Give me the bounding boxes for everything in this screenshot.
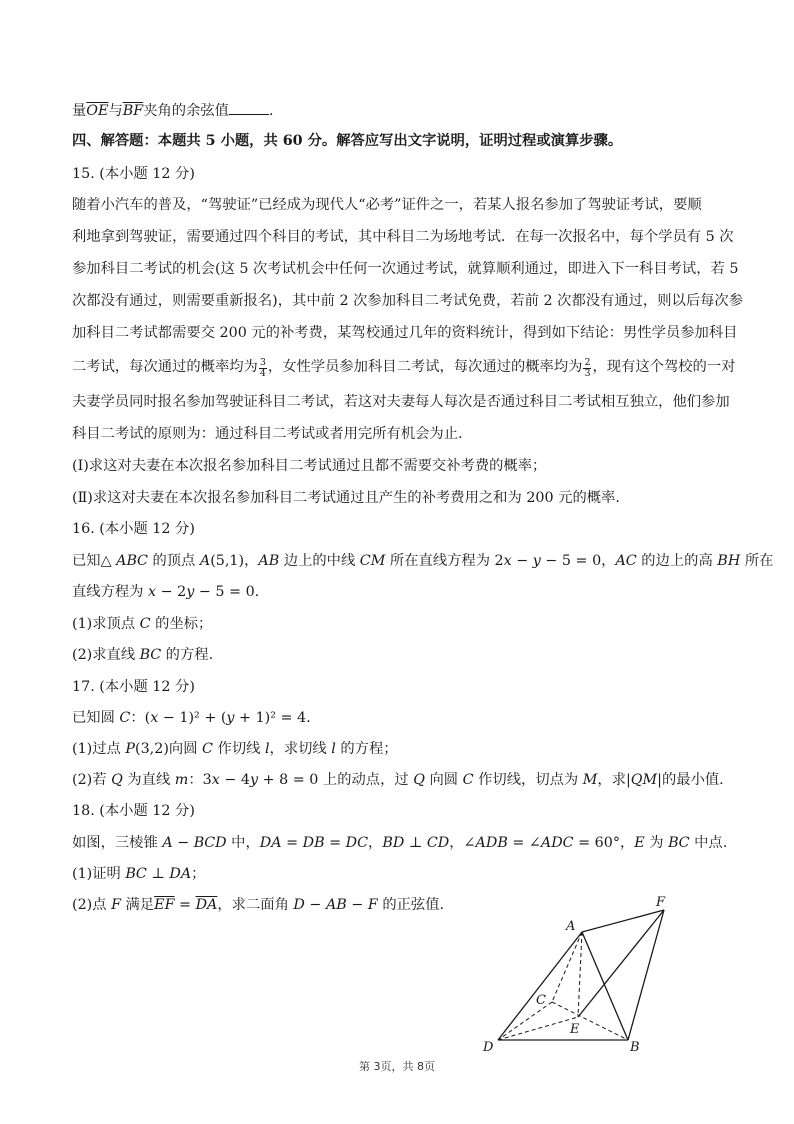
q16-part-2: (2)求直线 𝐵𝐶 的方程. xyxy=(72,647,214,663)
edge-CB-hidden xyxy=(552,1002,628,1040)
label-C: C xyxy=(536,993,546,1008)
q15-line-3: 参加科目二考试的机会(这 5 次考试机会中任何一次通过考试，就算顺利通过，即进入下一科目考试，若 5 xyxy=(72,261,739,277)
fraction-2-3 xyxy=(583,358,591,379)
text: = xyxy=(174,897,196,913)
q15-line-8: 科目二考试的原则为：通过科目二考试或者用完所有机会为止. xyxy=(72,426,463,442)
edge-AE-hidden xyxy=(578,932,582,1017)
q15-line-4: 次都没有通过，则需要重新报名)，其中前 2 次参加科目二考试免费，若前 2 次都没有通过，则以后每次参 xyxy=(72,293,744,309)
q15-number: 15. (本小题 12 分) xyxy=(72,166,195,182)
section-heading: 四、解答题：本题共 5 小题，共 60 分。解答应写出文字说明，证明过程或演算步骤。 xyxy=(72,133,623,149)
label-A: A xyxy=(566,919,576,934)
vector-da: $\overline{DA}$ xyxy=(195,897,218,913)
q16-number: 16. (本小题 12 分) xyxy=(72,521,195,537)
page-footer: 第 3页，共 8页 xyxy=(359,1060,435,1073)
q15-line-1: 随着小汽车的普及，“驾驶证”已经成为现代人“必考”证件之一，若某人报名参加了驾驶证考试，要顺 xyxy=(72,197,702,213)
q15-part-2: (Ⅱ)求这对夫妻在本次报名参加科目二考试通过且产生的补考费用之和为 200 元的概率. xyxy=(72,490,620,506)
fraction-denominator: 3 xyxy=(584,368,591,379)
q17-part-2: (2)若 𝑄 为直线 𝑚：3𝑥 − 4𝑦 + 8 = 0 上的动点，过 𝑄 向圆 𝐶 作切线，切点为 𝑀，求|𝑄𝑀|的最小值. xyxy=(72,772,724,788)
label-F: F xyxy=(656,895,666,910)
text: 与 xyxy=(108,103,123,119)
edge-AF xyxy=(582,910,664,932)
q17-part-1: (1)过点 𝑃(3,2)向圆 𝐶 作切线 𝑙，求切线 𝑙 的方程； xyxy=(72,741,398,757)
q16-line-1: 已知△ 𝐴𝐵𝐶 的顶点 𝐴(5,1)，𝐴𝐵 边上的中线 𝐶𝑀 所在直线方程为 2𝑥 − 𝑦 − 5 = 0，𝐴𝐶 的边上的高 𝐵𝐻 所在 xyxy=(72,553,774,569)
q15-part-1: (Ⅰ)求这对夫妻在本次报名参加科目二考试通过且都不需要交补考费的概率； xyxy=(72,458,547,474)
text: (2)点 𝐹 满足 xyxy=(72,897,155,913)
q16-part-1: (1)求顶点 𝐶 的坐标； xyxy=(72,616,213,632)
tetrahedron-figure xyxy=(478,890,688,1062)
vector-ef: $\overline{EF}$ xyxy=(154,897,175,913)
fraction-numerator: 3 xyxy=(259,357,266,368)
q18-number: 18. (本小题 12 分) xyxy=(72,803,195,819)
text: ，现有这个驾校的一对 xyxy=(592,359,736,375)
edge-EF xyxy=(578,910,664,1017)
vector-bf: $\overline{BF}$ xyxy=(122,103,144,119)
text: 夹角的余弦值 xyxy=(143,103,229,119)
q18-line-1: 如图，三棱锥 𝐴 − 𝐵𝐶𝐷 中，𝐷𝐴 = 𝐷𝐵 = 𝐷𝐶，𝐵𝐷 ⊥ 𝐶𝐷，∠𝐴𝐷𝐵 = ∠𝐴𝐷𝐶 = 60°，𝐸 为 𝐵𝐶 中点. xyxy=(72,835,728,851)
label-D: D xyxy=(483,1040,494,1055)
q16-line-2: 直线方程为 𝑥 − 2𝑦 − 5 = 0. xyxy=(72,584,260,600)
text: ，女性学员参加科目二考试，每次通过的概率均为 xyxy=(267,359,583,375)
q15-line-7: 夫妻学员同时报名参加驾驶证科目二考试，若这对夫妻每人每次是否通过科目二考试相互独立，他们参加 xyxy=(72,394,730,410)
label-B: B xyxy=(630,1040,640,1055)
text: 量 xyxy=(72,103,87,119)
text: 二考试，每次通过的概率均为 xyxy=(72,359,258,375)
q17-number: 17. (本小题 12 分) xyxy=(72,679,195,695)
fraction-denominator: 4 xyxy=(259,368,266,379)
q17-line-1: 已知圆 𝐶：(𝑥 − 1)² + (𝑦 + 1)² = 4. xyxy=(72,710,311,726)
top-continuation-line xyxy=(72,100,722,121)
fraction-numerator: 2 xyxy=(584,357,591,368)
text: . xyxy=(268,103,274,119)
q15-line-6 xyxy=(72,357,736,379)
edge-AC-hidden xyxy=(552,932,582,1002)
q18-part-1: (1)证明 𝐵𝐶 ⊥ 𝐷𝐴； xyxy=(72,866,206,882)
label-E: E xyxy=(570,1022,580,1037)
answer-blank xyxy=(229,100,269,115)
edge-AB xyxy=(582,932,628,1040)
vector-oe: $\overline{OE}$ xyxy=(86,103,109,119)
edge-FB xyxy=(628,910,664,1040)
q15-line-2: 利地拿到驾驶证，需要通过四个科目的考试，其中科目二为场地考试．在每一次报名中，每个学员有 5 次 xyxy=(72,229,734,245)
q15-line-5: 加科目二考试都需要交 200 元的补考费，某驾校通过几年的资料统计，得到如下结论：男性学员参加科目 xyxy=(72,325,738,341)
edge-DE-hidden xyxy=(498,1017,578,1040)
fraction-3-4 xyxy=(259,358,267,379)
text: ，求二面角 𝐷 − 𝐴𝐵 − 𝐹 的正弦值. xyxy=(217,897,445,913)
